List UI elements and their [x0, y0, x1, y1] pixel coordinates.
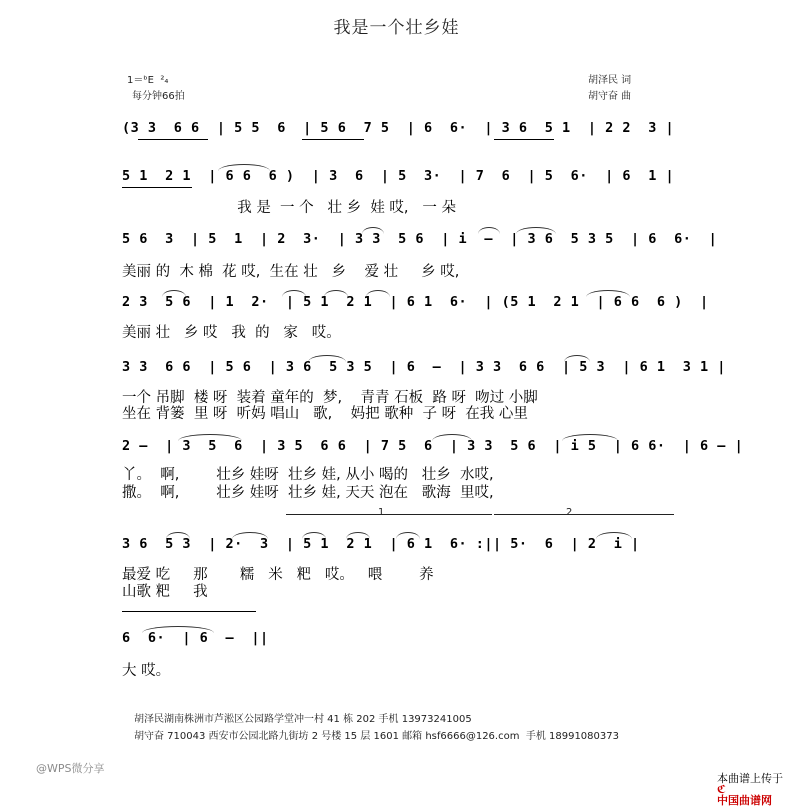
lyric-row-6a: 丫。 啊, 壮乡 娃呀 壮乡 娃, 从小 喝的 壮乡 水哎,: [122, 467, 494, 483]
notation-row-3: 5 6 3 | 5 1 | 2 3· | 3 3 5 6 | i — | 3 6 5 3 5 | 6 6· |: [122, 231, 718, 247]
volta-2-label: 2: [566, 507, 573, 518]
lyric-row-7b: 山歌 粑 我: [122, 584, 208, 600]
lyric-row-3: 美丽 的 木 棉 花 哎, 生在 壮 乡 爱 壮 乡 哎,: [122, 264, 460, 280]
lyric-row-6b: 撒。 啊, 壮乡 娃呀 壮乡 娃, 天天 泡在 歌海 里哎,: [122, 485, 494, 501]
notation-row-8: 6 6· | 6 — ||: [122, 630, 269, 646]
notation-row-5: 3 3 6 6 | 5 6 | 3 6 5 3 5 | 6 — | 3 3 6 6 | 5 3 | 6 1 3 1 |: [122, 359, 726, 375]
notation-row-7: 3 6 5 3 | 2· 3 | 5 1 2 1 | 6 1 6· :|| 5· 6 | 2 i |: [122, 536, 640, 552]
site-logo-icon: ℭ: [717, 783, 727, 796]
wps-watermark: @WPS微分享: [36, 762, 105, 775]
lyric-row-8: 大 哎。: [122, 663, 171, 679]
lyric-row-2: 我 是 一 个 壮 乡 娃 哎, 一 朵: [122, 200, 456, 216]
lyric-row-4: 美丽 壮 乡 哎 我 的 家 哎。: [122, 325, 341, 341]
tempo-marking: 每分钟66拍: [132, 91, 185, 102]
composer-credit: 胡守奋 曲: [588, 91, 632, 102]
lyricist-credit: 胡泽民 词: [588, 75, 632, 86]
lyric-row-7a: 最爱 吃 那 糯 米 粑 哎。 喂 养: [122, 567, 434, 583]
volta-1-label: 1: [378, 507, 385, 518]
lyric-row-5a: 一个 吊脚 楼 呀 装着 童年的 梦, 青青 石板 路 呀 吻过 小脚: [122, 390, 538, 406]
lyricist-address: 胡泽民湖南株洲市芦淞区公园路学堂冲一村 41 栋 202 手机 13973241005: [134, 714, 472, 725]
notation-row-6: 2 — | 3 5 6 | 3 5 6 6 | 7 5 6 | 3 3 5 6 | i 5 | 6 6· | 6 — |: [122, 438, 744, 454]
key-time-signature: 1＝ᵇE ²₄: [127, 75, 169, 86]
upload-credit: [710, 762, 783, 806]
site-name: 中国曲谱网: [717, 794, 772, 807]
upload-label: 本曲谱上传于: [717, 772, 783, 785]
notation-row-4: 2 3 5 6 | 1 2· | 5 1 2 1 | 6 1 6· | (5 1 2 1 | 6 6 6 ) |: [122, 294, 709, 310]
composer-address: 胡守奋 710043 西安市公园北路九街坊 2 号楼 15 层 1601 邮箱 hsf6666@126.com 手机 18991080373: [134, 731, 619, 742]
lyric-row-5b: 坐在 背篓 里 呀 听妈 唱山 歌, 妈把 歌种 子 呀 在我 心里: [122, 406, 528, 422]
page-title: 我是一个壮乡娃: [333, 18, 460, 38]
notation-row-2: 5 1 2 1 | 6 6 6 ) | 3 6 | 5 3· | 7 6 | 5 6· | 6 1 |: [122, 168, 675, 184]
notation-row-1: (3 3 6 6 | 5 5 6 | 5 6 7 5 | 6 6· | 3 6 5 1 | 2 2 3 |: [122, 120, 675, 136]
